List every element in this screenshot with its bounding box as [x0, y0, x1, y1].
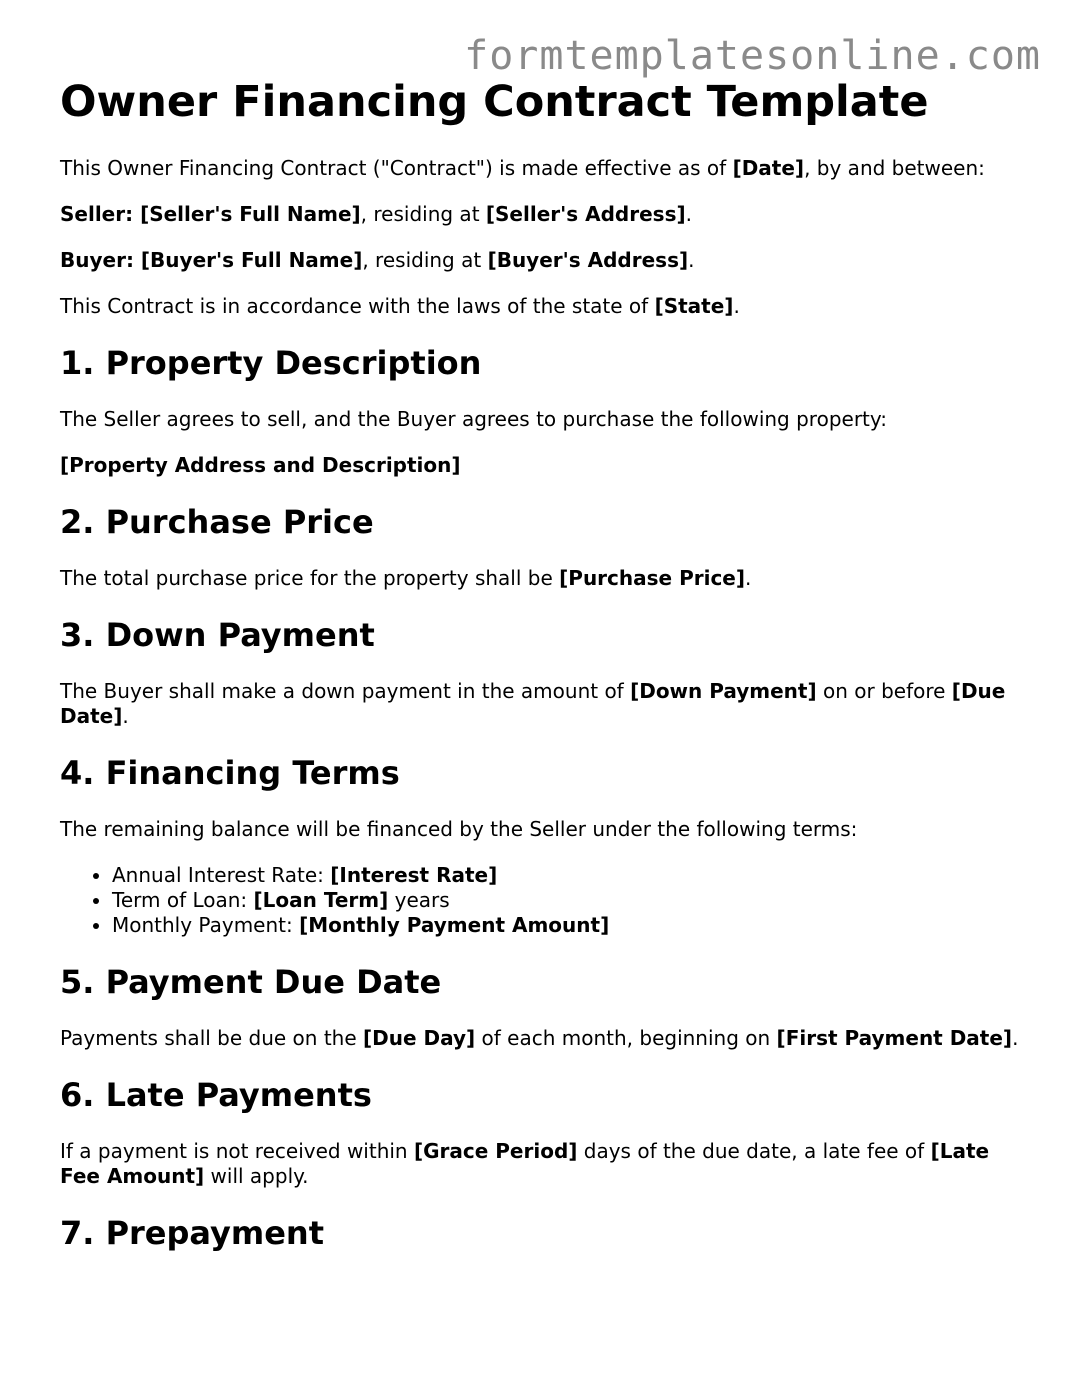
state-field: [State] [654, 294, 734, 318]
section-heading-property: 1. Property Description [60, 344, 482, 382]
section-heading-prepayment: 7. Prepayment [60, 1214, 324, 1252]
seller-address-field: [Seller's Address] [485, 202, 686, 226]
document-title: Owner Financing Contract Template [60, 77, 929, 127]
buyer-address-field: [Buyer's Address] [487, 248, 689, 272]
intro-paragraph: This Owner Financing Contract ("Contract") is made effective as of [Date], by and between: [60, 156, 985, 180]
purchase-price-field: [Purchase Price] [559, 566, 745, 590]
down-payment-field: [Down Payment] [630, 679, 817, 703]
section-heading-down-payment: 3. Down Payment [60, 616, 375, 654]
list-item: • Term of Loan: [Loan Term] years [112, 888, 1020, 913]
list-item: • Annual Interest Rate: [Interest Rate] [112, 863, 1020, 888]
payment-due-paragraph: Payments shall be due on the [Due Day] of each month, beginning on [First Payment Date]. [60, 1026, 1019, 1050]
interest-rate-field: [Interest Rate] [330, 863, 498, 887]
buyer-name-field: Buyer: [Buyer's Full Name] [60, 248, 363, 272]
loan-term-field: [Loan Term] [253, 888, 389, 912]
property-field: [Property Address and Description] [60, 453, 461, 477]
purchase-price-paragraph: The total purchase price for the property shall be [Purchase Price]. [60, 566, 752, 590]
late-fee-field: [Late Fee Amount] [60, 1139, 990, 1188]
seller-paragraph: Seller: [Seller's Full Name], residing at [Seller's Address]. [60, 202, 692, 226]
section-heading-financing-terms: 4. Financing Terms [60, 754, 400, 792]
late-payments-paragraph: If a payment is not received within [Grace Period] days of the due date, a late fee of [Late Fee Amount] will apply. [60, 1139, 990, 1188]
watermark: formtemplatesonline.com [464, 33, 1041, 79]
due-day-field: [Due Day] [363, 1026, 476, 1050]
section-heading-late-payments: 6. Late Payments [60, 1076, 372, 1114]
seller-name-field: Seller: [Seller's Full Name] [60, 202, 361, 226]
section-heading-payment-due-date: 5. Payment Due Date [60, 963, 442, 1001]
financing-terms-paragraph: The remaining balance will be financed by the Seller under the following terms: [60, 817, 858, 841]
buyer-paragraph: Buyer: [Buyer's Full Name], residing at [Buyer's Address]. [60, 248, 695, 272]
financing-terms-list [60, 863, 1020, 938]
property-field-paragraph [60, 453, 1020, 478]
property-paragraph: The Seller agrees to sell, and the Buyer agrees to purchase the following property: [60, 407, 888, 431]
document-page [60, 78, 1020, 1277]
list-item: • Monthly Payment: [Monthly Payment Amount] [112, 913, 1020, 938]
down-payment-paragraph: The Buyer shall make a down payment in the amount of [Down Payment] on or before [Due Date]. [60, 679, 1006, 728]
first-payment-date-field: [First Payment Date] [776, 1026, 1013, 1050]
section-heading-purchase-price: 2. Purchase Price [60, 503, 374, 541]
due-date-field: [Due Date] [60, 679, 1006, 728]
monthly-payment-field: [Monthly Payment Amount] [299, 913, 610, 937]
date-field: [Date] [732, 156, 805, 180]
law-paragraph: This Contract is in accordance with the laws of the state of [State]. [60, 294, 740, 318]
grace-period-field: [Grace Period] [413, 1139, 578, 1163]
